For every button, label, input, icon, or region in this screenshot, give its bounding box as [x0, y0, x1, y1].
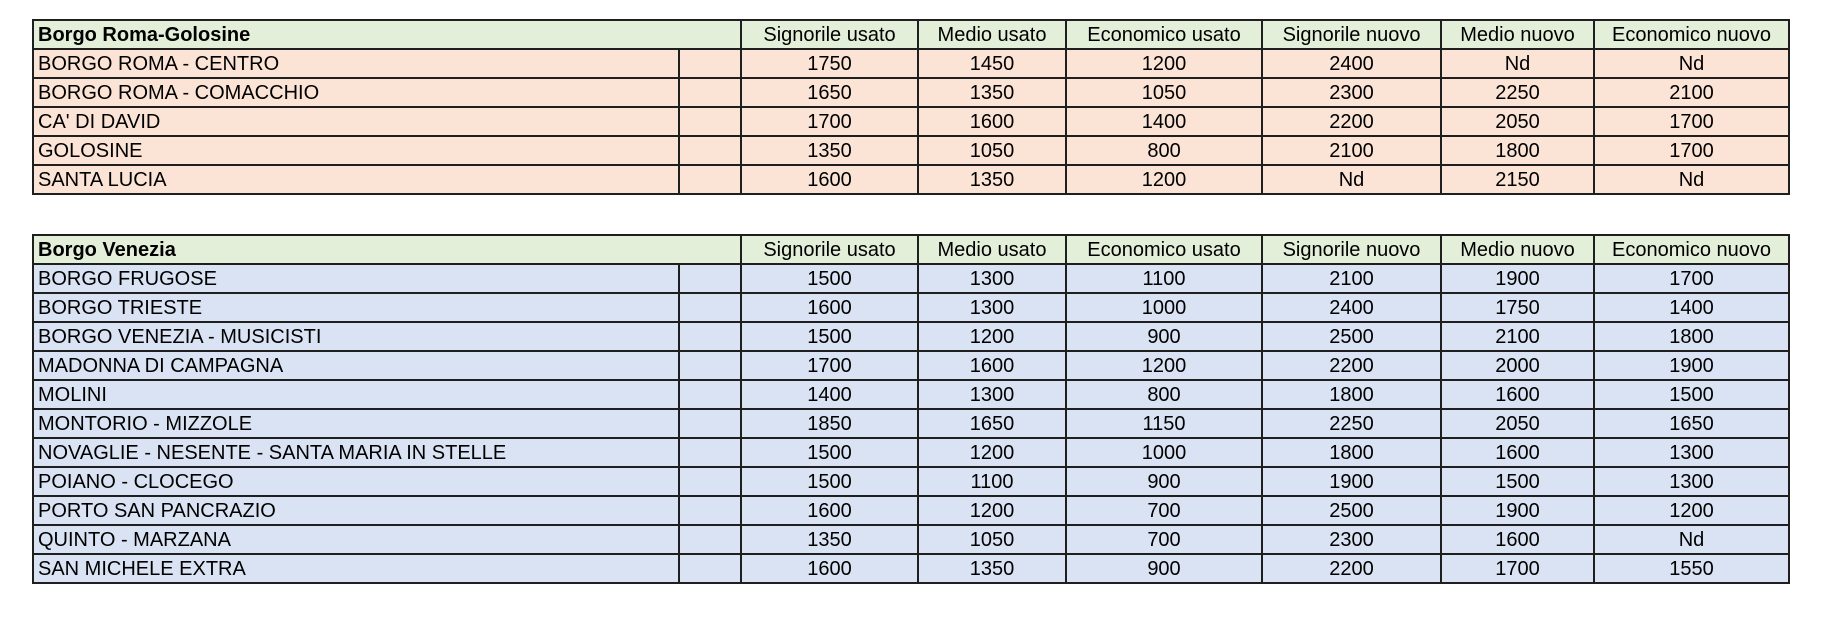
empty-cell	[679, 525, 741, 554]
price-cell: 900	[1066, 322, 1262, 351]
column-header: Signorile usato	[741, 235, 918, 264]
table-row	[33, 264, 1789, 293]
price-cell: 1800	[1262, 380, 1441, 409]
price-cell: 1850	[741, 409, 918, 438]
price-cell: 1600	[741, 293, 918, 322]
table-row	[33, 293, 1789, 322]
price-cell: 1200	[918, 496, 1066, 525]
price-cell: Nd	[1441, 49, 1594, 78]
price-cell: 1750	[741, 49, 918, 78]
table-row	[33, 467, 1789, 496]
price-cell: 1350	[918, 78, 1066, 107]
price-cell: 1050	[918, 525, 1066, 554]
price-cell: 2100	[1594, 78, 1789, 107]
table-row	[33, 496, 1789, 525]
price-cell: 1200	[1066, 165, 1262, 194]
empty-cell	[679, 554, 741, 583]
empty-cell	[679, 438, 741, 467]
price-cell: 700	[1066, 496, 1262, 525]
zone-name: MOLINI	[33, 380, 679, 409]
table-body	[33, 235, 1789, 583]
column-header: Economico nuovo	[1594, 235, 1789, 264]
empty-cell	[679, 409, 741, 438]
price-cell: 1500	[1441, 467, 1594, 496]
table-row	[33, 165, 1789, 194]
empty-cell	[679, 49, 741, 78]
price-cell: 1500	[741, 438, 918, 467]
price-cell: 2150	[1441, 165, 1594, 194]
header-row	[33, 235, 1789, 264]
price-cell: Nd	[1594, 165, 1789, 194]
zone-name: NOVAGLIE - NESENTE - SANTA MARIA IN STELLE	[33, 438, 679, 467]
price-cell: 1350	[741, 136, 918, 165]
price-cell: 1350	[918, 554, 1066, 583]
zone-name: CA' DI DAVID	[33, 107, 679, 136]
price-cell: 700	[1066, 525, 1262, 554]
zone-name: BORGO TRIESTE	[33, 293, 679, 322]
empty-cell	[679, 78, 741, 107]
price-cell: 2250	[1262, 409, 1441, 438]
zone-name: PORTO SAN PANCRAZIO	[33, 496, 679, 525]
zone-name: POIANO - CLOCEGO	[33, 467, 679, 496]
price-cell: 1200	[918, 322, 1066, 351]
column-header: Medio usato	[918, 235, 1066, 264]
price-cell: 1400	[741, 380, 918, 409]
column-header: Economico usato	[1066, 235, 1262, 264]
price-cell: 1600	[741, 554, 918, 583]
price-cell: 1900	[1441, 264, 1594, 293]
zone-name: GOLOSINE	[33, 136, 679, 165]
price-cell: 1700	[1594, 136, 1789, 165]
price-cell: 2100	[1262, 264, 1441, 293]
price-cell: 1900	[1262, 467, 1441, 496]
price-cell: 1100	[918, 467, 1066, 496]
empty-cell	[679, 107, 741, 136]
price-cell: 1700	[741, 107, 918, 136]
price-cell: Nd	[1594, 525, 1789, 554]
price-cell: 1500	[741, 467, 918, 496]
table-row	[33, 351, 1789, 380]
price-cell: 2500	[1262, 322, 1441, 351]
empty-cell	[679, 293, 741, 322]
table-row	[33, 409, 1789, 438]
price-cell: 1500	[741, 322, 918, 351]
price-cell: 1700	[1594, 107, 1789, 136]
price-cell: 1300	[1594, 467, 1789, 496]
table-row	[33, 438, 1789, 467]
column-header: Medio usato	[918, 20, 1066, 49]
table-row	[33, 380, 1789, 409]
price-cell: 1350	[741, 525, 918, 554]
table-body	[33, 20, 1789, 194]
empty-cell	[679, 351, 741, 380]
zone-name: MONTORIO - MIZZOLE	[33, 409, 679, 438]
price-cell: 1800	[1594, 322, 1789, 351]
price-cell: Nd	[1594, 49, 1789, 78]
price-cell: 2500	[1262, 496, 1441, 525]
zone-name: BORGO VENEZIA - MUSICISTI	[33, 322, 679, 351]
empty-cell	[679, 165, 741, 194]
column-header: Signorile usato	[741, 20, 918, 49]
price-cell: 1200	[918, 438, 1066, 467]
price-cell: 1800	[1262, 438, 1441, 467]
price-cell: 1200	[1066, 49, 1262, 78]
price-cell: 1600	[741, 165, 918, 194]
price-cell: 1700	[1594, 264, 1789, 293]
price-cell: 2100	[1441, 322, 1594, 351]
empty-cell	[679, 467, 741, 496]
price-cell: 1600	[918, 351, 1066, 380]
price-cell: 2400	[1262, 49, 1441, 78]
price-cell: 2400	[1262, 293, 1441, 322]
price-cell: 1650	[1594, 409, 1789, 438]
zone-name: MADONNA DI CAMPAGNA	[33, 351, 679, 380]
price-cell: 1400	[1594, 293, 1789, 322]
price-cell: 1650	[741, 78, 918, 107]
price-cell: 2250	[1441, 78, 1594, 107]
table-row	[33, 78, 1789, 107]
price-cell: 1350	[918, 165, 1066, 194]
price-cell: 2300	[1262, 525, 1441, 554]
group-title: Borgo Venezia	[33, 235, 741, 264]
table-row	[33, 554, 1789, 583]
price-table-borgo-venezia	[32, 234, 1790, 584]
price-cell: 1050	[918, 136, 1066, 165]
zone-name: QUINTO - MARZANA	[33, 525, 679, 554]
column-header: Medio nuovo	[1441, 235, 1594, 264]
price-cell: 1050	[1066, 78, 1262, 107]
price-cell: 900	[1066, 467, 1262, 496]
price-cell: 1900	[1441, 496, 1594, 525]
price-cell: 1000	[1066, 293, 1262, 322]
price-cell: 800	[1066, 380, 1262, 409]
price-cell: 2100	[1262, 136, 1441, 165]
price-cell: 1300	[918, 380, 1066, 409]
price-cell: 1550	[1594, 554, 1789, 583]
price-cell: 1600	[1441, 438, 1594, 467]
empty-cell	[679, 322, 741, 351]
price-cell: 1750	[1441, 293, 1594, 322]
zone-name: SAN MICHELE EXTRA	[33, 554, 679, 583]
zone-name: BORGO FRUGOSE	[33, 264, 679, 293]
price-cell: 1000	[1066, 438, 1262, 467]
price-cell: Nd	[1262, 165, 1441, 194]
price-cell: 1700	[741, 351, 918, 380]
zone-name: BORGO ROMA - CENTRO	[33, 49, 679, 78]
price-cell: 900	[1066, 554, 1262, 583]
price-cell: 2200	[1262, 351, 1441, 380]
empty-cell	[679, 380, 741, 409]
price-cell: 1200	[1594, 496, 1789, 525]
empty-cell	[679, 264, 741, 293]
column-header: Signorile nuovo	[1262, 20, 1441, 49]
price-cell: 2050	[1441, 107, 1594, 136]
price-cell: 1600	[918, 107, 1066, 136]
empty-cell	[679, 136, 741, 165]
price-cell: 1650	[918, 409, 1066, 438]
column-header: Economico nuovo	[1594, 20, 1789, 49]
price-cell: 800	[1066, 136, 1262, 165]
price-cell: 1300	[918, 293, 1066, 322]
price-cell: 1300	[918, 264, 1066, 293]
price-cell: 1600	[1441, 380, 1594, 409]
table-row	[33, 136, 1789, 165]
price-cell: 1500	[1594, 380, 1789, 409]
price-table-borgo-roma-golosine	[32, 19, 1790, 195]
price-cell: 1200	[1066, 351, 1262, 380]
table-row	[33, 525, 1789, 554]
price-cell: 1900	[1594, 351, 1789, 380]
table-row	[33, 49, 1789, 78]
price-cell: 2300	[1262, 78, 1441, 107]
price-cell: 1800	[1441, 136, 1594, 165]
price-cell: 1700	[1441, 554, 1594, 583]
price-cell: 1600	[1441, 525, 1594, 554]
zone-name: SANTA LUCIA	[33, 165, 679, 194]
price-cell: 1600	[741, 496, 918, 525]
header-row	[33, 20, 1789, 49]
group-title: Borgo Roma-Golosine	[33, 20, 741, 49]
price-cell: 1300	[1594, 438, 1789, 467]
column-header: Signorile nuovo	[1262, 235, 1441, 264]
column-header: Medio nuovo	[1441, 20, 1594, 49]
price-cell: 1500	[741, 264, 918, 293]
column-header: Economico usato	[1066, 20, 1262, 49]
table-row	[33, 107, 1789, 136]
price-cell: 1450	[918, 49, 1066, 78]
price-cell: 2200	[1262, 107, 1441, 136]
price-cell: 2000	[1441, 351, 1594, 380]
price-cell: 2050	[1441, 409, 1594, 438]
empty-cell	[679, 496, 741, 525]
zone-name: BORGO ROMA - COMACCHIO	[33, 78, 679, 107]
price-cell: 1400	[1066, 107, 1262, 136]
price-cell: 2200	[1262, 554, 1441, 583]
price-cell: 1100	[1066, 264, 1262, 293]
price-cell: 1150	[1066, 409, 1262, 438]
table-row	[33, 322, 1789, 351]
